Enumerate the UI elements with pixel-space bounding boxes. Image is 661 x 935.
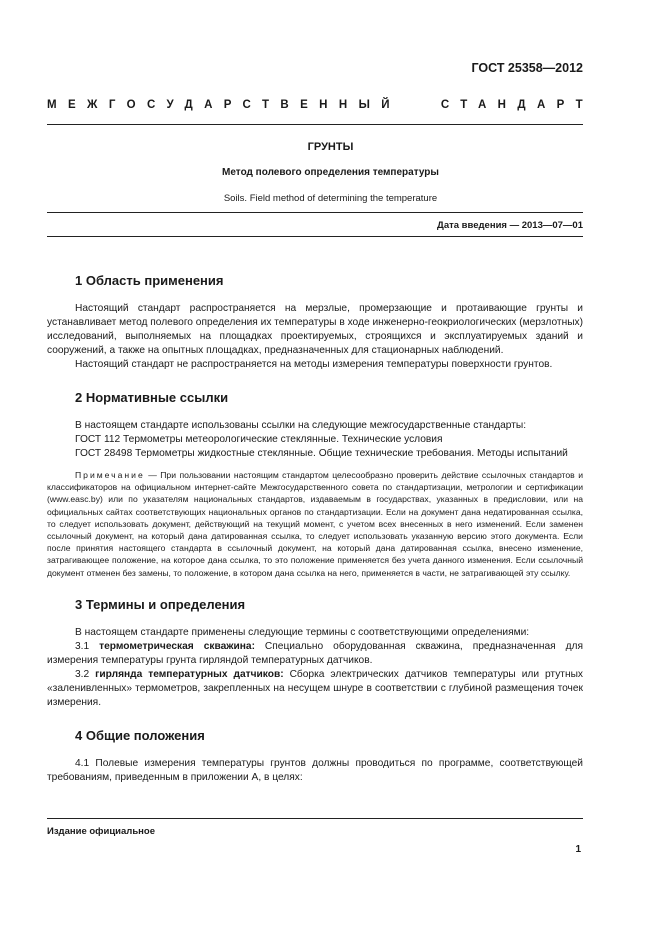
banner-word-standard: СТАНДАРТ	[440, 99, 594, 111]
document-subtitle: Метод полевого определения температуры	[222, 167, 439, 178]
introduction-date: Дата введения — 2013—07—01	[437, 220, 583, 231]
official-edition-label: Издание официальное	[47, 826, 155, 837]
header-divider	[47, 124, 583, 125]
term-3-1-number: 3.1	[75, 640, 100, 652]
interstate-standard-banner	[47, 99, 594, 111]
references-note	[47, 469, 583, 579]
section-3-paragraph-1: В настоящем стандарте применены следующие термины с соответствующими определениями:	[75, 626, 530, 638]
reference-gost-28498: ГОСТ 28498 Термометры жидкостные стеклянные. Общие технические требования. Методы испытаний	[75, 448, 568, 459]
document-title: ГРУНТЫ	[307, 141, 354, 153]
term-3-2-definition: Сборка электрических датчиков температуры или ртутных «заленивленных» термометров, закрепленных на несущем шнуре в соответствии с глубиной размещения точек измерения.	[47, 668, 583, 708]
title-divider	[47, 212, 583, 213]
section-3-title: 3 Термины и определения	[75, 596, 246, 612]
document-body	[47, 269, 583, 785]
section-4-paragraph-1: 4.1 Полевые измерения температуры грунтов должны проводиться по программе, соответствующей требованиям, приведенным в приложении А, в целях:	[47, 757, 583, 783]
banner-word-interstate: МЕЖГОСУДАРСТВЕННЫЙ	[47, 99, 401, 111]
page-number: 1	[575, 844, 581, 855]
section-1-title: 1 Область применения	[75, 273, 224, 288]
reference-gost-112: ГОСТ 112 Термометры метеорологические стеклянные. Технические условия	[75, 434, 443, 445]
term-3-2	[47, 668, 583, 710]
note-label: Примечание	[75, 470, 145, 480]
section-2-title: 2 Нормативные ссылки	[75, 390, 229, 405]
term-3-1	[47, 640, 583, 668]
document-english-title: Soils. Field method of determining the temperature	[223, 193, 438, 204]
footer-divider	[47, 818, 583, 819]
section-1-paragraph-1: Настоящий стандарт распространяется на мерзлые, промерзающие и протаивающие грунты и устанавливает метод полевого определения их температуры в ходе инженерно-геокриологических (мерзлотных) исследований, выполняемых на площадках проектируемых, строящихся и эксплуатируемых зданий и сооружений, а также на опытных площадках, предназначенных для стационарных наблюдений.	[47, 303, 584, 356]
term-3-2-name: гирлянда температурных датчиков:	[95, 668, 284, 680]
standard-code: ГОСТ 25358—2012	[471, 61, 583, 75]
term-3-1-definition: Специально оборудованная скважина, предназначенная для измерения температуры грунта гирляндой температурных датчиков.	[47, 640, 583, 666]
term-3-1-name: термометрическая скважина:	[99, 640, 255, 652]
term-3-2-number: 3.2	[75, 668, 96, 680]
section-1-paragraph-2: Настоящий стандарт не распространяется на методы измерения температуры поверхности грунтов.	[75, 359, 553, 370]
section-4-title: 4 Общие положения	[75, 727, 205, 743]
date-divider	[47, 236, 583, 237]
section-2-paragraph-1: В настоящем стандарте использованы ссылки на следующие межгосударственные стандарты:	[75, 420, 527, 431]
note-text: — При пользовании настоящим стандартом целесообразно проверить действие ссылочных стандартов и классификаторов на официальном интернет-сайте Межгосударственного совета по стандартизации, метрологии и сертификации (www.easc.by) или по указателям национальных стандартов, издаваемым в государствах, указанных в предисловии, или на официальных сайтах соответствующих национальных органов по стандартизации. Если на документ дана недатированная ссылка, то следует использовать документ, действующий на текущий момент, с учетом всех внесенных в него изменений. Если заменен ссылочный документ, на который дана датированная ссылка, то следует использовать указанную версию этого документа. Если после принятия настоящего стандарта в ссылочный документ, на который дана датированная ссылка, внесено изменение, затрагивающее положение, на которое дана ссылка, то это положение применяется без учета данного изменения. Если ссылочный документ отменен без замены, то положение, в котором дана ссылка на него, применяется в части, не затрагивающей эту ссылку.	[47, 470, 583, 578]
